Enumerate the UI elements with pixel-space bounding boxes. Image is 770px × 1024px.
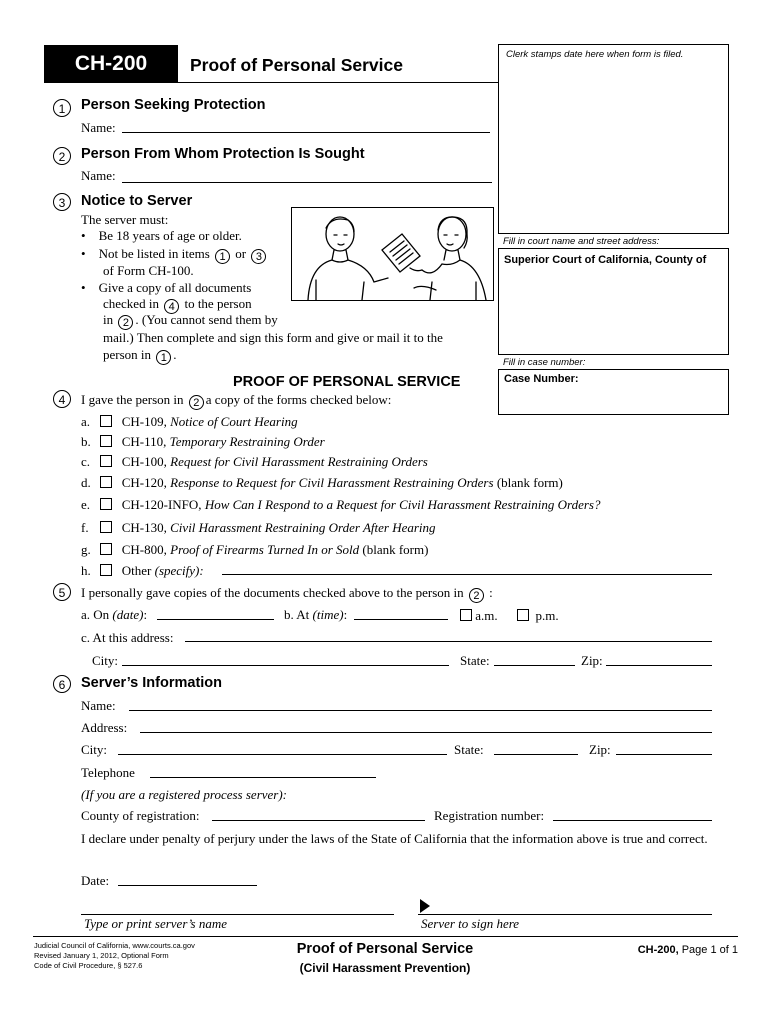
s5-zip-field[interactable] (606, 665, 712, 666)
footer-left (34, 941, 195, 971)
s5-on-label (81, 607, 147, 623)
form-checklist-item[interactable] (81, 454, 428, 470)
item-code: CH-120, (121, 475, 171, 490)
pm-option[interactable] (517, 608, 559, 624)
item-checkbox[interactable] (100, 455, 112, 467)
s6-reg-note: (If you are a registered process server): (81, 787, 288, 802)
on-text: a. On (81, 607, 110, 622)
s5-intro (81, 585, 493, 603)
s6-regnum-label: Registration number: (434, 808, 545, 823)
item-checkbox[interactable] (100, 435, 112, 447)
ref-item-4: 4 (164, 299, 179, 314)
s5-state-field[interactable] (494, 665, 575, 666)
item-code: CH-109, (121, 414, 171, 429)
footer-line-3: Code of Civil Procedure, § 527.6 (34, 961, 143, 970)
signature-field[interactable] (418, 914, 712, 915)
s3-b3g: person in (103, 347, 152, 362)
or-text: or (235, 246, 247, 261)
section-4-number: 4 (53, 390, 71, 408)
s4-intro-b: a copy of the forms checked below: (205, 392, 392, 407)
s1-name-field[interactable] (122, 132, 490, 133)
footer-form-id: CH-200, (637, 944, 679, 956)
form-checklist-item[interactable] (81, 414, 298, 430)
s6-date-field[interactable] (118, 885, 257, 886)
s3-bullet-3-line3 (103, 312, 278, 330)
court-name: Superior Court of California, County of (504, 254, 707, 266)
service-time-field[interactable] (354, 619, 448, 620)
item-checkbox[interactable] (100, 476, 112, 488)
time-text: (time) (312, 607, 344, 622)
item-letter: a. (81, 414, 91, 429)
section-2-heading: Person From Whom Protection Is Sought (81, 146, 365, 162)
item-letter: f. (81, 520, 89, 535)
s5-intro-a: I personally gave copies of the documents checked above to the person in (81, 585, 464, 600)
s4-intro-a: I gave the person in (81, 392, 184, 407)
item-suffix: (blank form) (359, 542, 429, 557)
pm-text: p.m. (535, 608, 559, 623)
s6-telephone-field[interactable] (150, 777, 376, 778)
footer-title: Proof of Personal Service (296, 941, 474, 957)
clerk-stamp-box (498, 44, 729, 234)
s6-city-label: City: (81, 742, 108, 757)
item-code: CH-800, (121, 542, 171, 557)
am-checkbox[interactable] (460, 609, 472, 621)
s2-name-field[interactable] (122, 182, 492, 183)
section-6-number: 6 (53, 675, 71, 693)
s6-county-field[interactable] (212, 820, 425, 821)
form-checklist-item[interactable] (81, 520, 436, 536)
form-checklist-item[interactable] (81, 563, 204, 579)
item-title: Proof of Firearms Turned In or Sold (170, 542, 360, 557)
s5-at-label (284, 607, 347, 623)
clerk-note: Clerk stamps date here when form is filed. (506, 49, 684, 60)
item-title: How Can I Respond to a Request for Civil Harassment Restraining Orders? (204, 497, 601, 512)
footer-rule (33, 936, 738, 937)
header-rule (44, 82, 498, 83)
case-hint: Fill in case number: (503, 357, 586, 368)
section-1-heading: Person Seeking Protection (81, 97, 266, 113)
court-hint: Fill in court name and street address: (503, 236, 660, 247)
printed-name-caption: Type or print server’s name (84, 916, 227, 931)
item-title: Response to Request for Civil Harassment Restraining Orders (170, 475, 494, 490)
date-text: (date) (112, 607, 144, 622)
s6-regnum-field[interactable] (553, 820, 712, 821)
item-checkbox[interactable] (100, 498, 112, 510)
s3-bullet-2: • Not be listed in items 1 or 3 (81, 246, 268, 264)
s3-bullet-3: • Give a copy of all documents (81, 280, 252, 295)
item-title: Request for Civil Harassment Restraining Orders (170, 454, 428, 469)
item-title: (specify): (154, 563, 204, 578)
s6-declaration: I declare under penalty of perjury under the laws of the State of California that the information above is true and correct. (81, 831, 708, 846)
s6-county-label: County of registration: (81, 808, 200, 823)
footer-line-1: Judicial Council of California, www.courts.ca.gov (34, 941, 195, 950)
item-code: CH-110, (121, 434, 170, 449)
s3-b3h: . (173, 347, 177, 362)
s2-name-label: Name: (81, 168, 116, 183)
footer-page-num: Page 1 of 1 (681, 944, 738, 956)
s3-b3d: in (103, 312, 114, 327)
s3-bullet-3-line4: mail.) Then complete and sign this form and give or mail it to the (103, 330, 443, 345)
form-checklist-item[interactable] (81, 475, 563, 491)
server-illustration (291, 207, 494, 301)
section-3-number: 3 (53, 193, 71, 211)
pm-checkbox[interactable] (517, 609, 529, 621)
section-3-heading: Notice to Server (81, 193, 193, 209)
colon-2: : (343, 607, 348, 622)
s3-b3c: to the person (184, 296, 252, 311)
s5-state-label: State: (460, 653, 490, 668)
s6-address-field[interactable] (140, 732, 712, 733)
footer-page (610, 944, 738, 956)
s6-date-label: Date: (81, 873, 110, 888)
item-letter: h. (81, 563, 91, 578)
s3-bullet-3-line5 (103, 347, 177, 365)
item-title: Civil Harassment Restraining Order After Hearing (170, 520, 436, 535)
s3-bullet-1: • Be 18 years of age or older. (81, 228, 242, 243)
case-number-box[interactable] (498, 369, 729, 415)
item-suffix: (blank form) (493, 475, 563, 490)
form-id-badge (44, 45, 178, 83)
s6-address-label: Address: (81, 720, 128, 735)
ref-item-2: 2 (118, 315, 133, 330)
service-date-field[interactable] (157, 619, 274, 620)
s6-zip-field[interactable] (616, 754, 712, 755)
s6-name-label: Name: (81, 698, 116, 713)
s3-bullet-1-text: Be 18 years of age or older. (98, 228, 242, 243)
form-checklist-item[interactable] (81, 434, 325, 450)
item-checkbox[interactable] (100, 415, 112, 427)
item-title: Temporary Restraining Order (169, 434, 325, 449)
ref-item-2c: 2 (189, 395, 204, 410)
s6-zip-label: Zip: (589, 742, 611, 757)
form-id: CH-200 (74, 52, 148, 75)
item-letter: b. (81, 434, 91, 449)
s6-telephone-label: Telephone (81, 765, 135, 780)
item-code: Other (121, 563, 155, 578)
proof-heading: PROOF OF PERSONAL SERVICE (233, 374, 461, 390)
item-code: CH-120-INFO, (121, 497, 205, 512)
ref-item-1: 1 (215, 249, 230, 264)
item-code: CH-130, (121, 520, 171, 535)
section-6-heading: Server’s Information (81, 675, 223, 691)
s3-bullet-2-cont: of Form CH-100. (103, 263, 194, 278)
section-1-number: 1 (53, 99, 71, 117)
s5-zip-label: Zip: (581, 653, 603, 668)
s3-b3b: checked in (103, 296, 159, 311)
s1-name-label: Name: (81, 120, 116, 135)
s5-address-label: c. At this address: (81, 630, 174, 645)
item-checkbox[interactable] (100, 564, 112, 576)
am-text: a.m. (475, 608, 498, 623)
court-name-box[interactable] (498, 248, 729, 355)
s6-state-field[interactable] (494, 754, 578, 755)
item-letter: c. (81, 454, 91, 469)
s6-city-field[interactable] (118, 754, 447, 755)
form-checklist-item[interactable] (81, 497, 600, 513)
s4-intro (81, 392, 391, 410)
item-checkbox[interactable] (100, 543, 112, 555)
s3-bullet-2-text: Not be listed in items (98, 246, 210, 261)
s6-state-label: State: (454, 742, 484, 757)
s3-b3e: . (You cannot send them by (135, 312, 278, 327)
printed-name-field[interactable] (81, 914, 394, 915)
item-letter: d. (81, 475, 91, 490)
s5-city-label: City: (92, 653, 119, 668)
s6-name-field[interactable] (129, 710, 712, 711)
case-number-label: Case Number: (504, 373, 579, 385)
section-2-number: 2 (53, 147, 71, 165)
footer-subtitle: (Civil Harassment Prevention) (299, 961, 471, 975)
colon-1: : (143, 607, 148, 622)
item-letter: e. (81, 497, 91, 512)
s3-intro: The server must: (81, 212, 169, 227)
handing-documents-illustration (292, 208, 493, 300)
s5-city-field[interactable] (122, 665, 449, 666)
sign-here-arrow-icon (420, 899, 430, 913)
footer-line-2: Revised January 1, 2012, Optional Form (34, 951, 169, 960)
am-option[interactable] (460, 608, 498, 624)
section-5-number: 5 (53, 583, 71, 601)
ref-item-3: 3 (251, 249, 266, 264)
s5-address-field[interactable] (185, 641, 712, 642)
item-letter: g. (81, 542, 91, 557)
form-title: Proof of Personal Service (190, 55, 403, 75)
s3-bullet-3-text: Give a copy of all documents (98, 280, 252, 295)
other-specify-field[interactable] (222, 574, 712, 575)
form-checklist-item[interactable] (81, 542, 428, 558)
s5-intro-b: : (489, 585, 493, 600)
at-text: b. At (284, 607, 310, 622)
item-code: CH-100, (121, 454, 171, 469)
ref-item-1b: 1 (156, 350, 171, 365)
signature-caption: Server to sign here (421, 916, 520, 931)
ref-item-2d: 2 (469, 588, 484, 603)
item-checkbox[interactable] (100, 521, 112, 533)
item-title: Notice of Court Hearing (170, 414, 298, 429)
